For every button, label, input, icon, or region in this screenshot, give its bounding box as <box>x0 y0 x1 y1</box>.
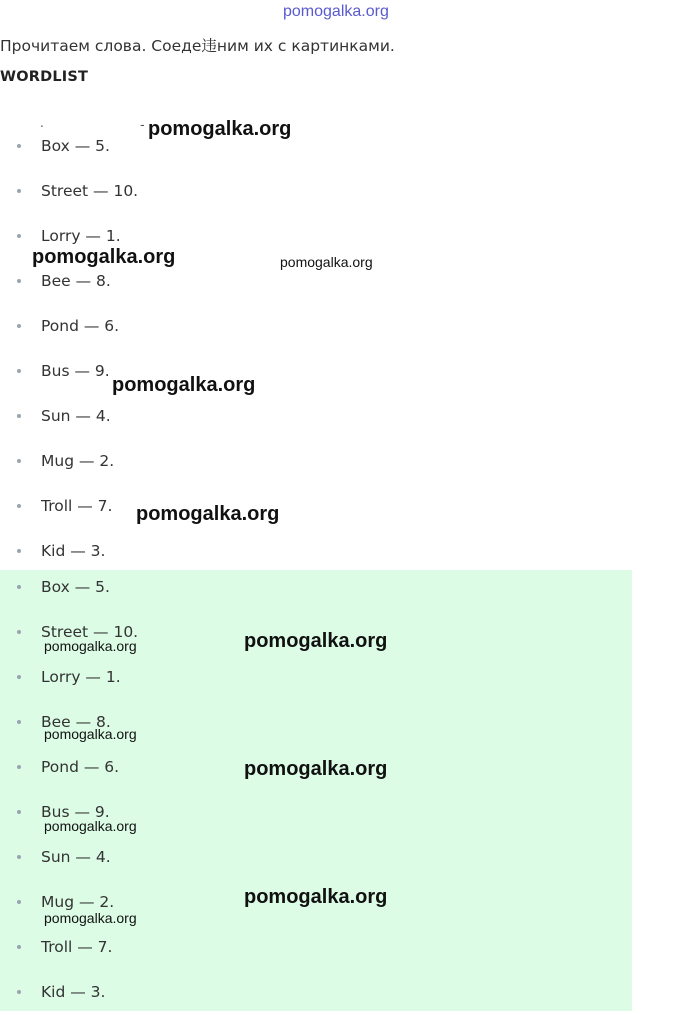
bullet-icon <box>17 504 21 508</box>
bullet-icon <box>17 279 21 283</box>
section-title: WORDLIST <box>0 69 89 85</box>
list-item: Pond — 6. <box>0 317 138 362</box>
list-item: Lorry — 1. <box>0 227 138 272</box>
list-item: Kid — 3. <box>0 983 138 1028</box>
watermark: pomogalka.org <box>112 374 256 396</box>
watermark: pomogalka.org <box>136 503 280 525</box>
list-item: Troll — 7. <box>0 938 138 983</box>
bullet-icon <box>17 234 21 238</box>
bullet-icon <box>17 945 21 949</box>
bullet-icon <box>17 585 21 589</box>
bullet-icon <box>17 144 21 148</box>
bullet-icon <box>17 765 21 769</box>
watermark: pomogalka.org <box>280 254 373 270</box>
list-item: Street — 10. <box>0 182 138 227</box>
site-link[interactable]: pomogalka.org <box>283 3 389 20</box>
list-item: Street — 10. <box>0 623 138 668</box>
bullet-icon <box>17 189 21 193</box>
watermark: pomogalka.org <box>44 818 137 834</box>
bullet-icon <box>17 810 21 814</box>
stray-dash: - <box>140 118 145 133</box>
list-item: Troll — 7. <box>0 497 138 542</box>
wordlist <box>0 137 138 587</box>
list-item: Mug — 2. <box>0 452 138 497</box>
list-item: Kid — 3. <box>0 542 138 587</box>
watermark: pomogalka.org <box>148 118 292 140</box>
watermark: pomogalka.org <box>244 630 388 652</box>
list-item: Bus — 9. <box>0 362 138 407</box>
stray-dot: . <box>40 116 44 130</box>
bullet-icon <box>17 855 21 859</box>
list-item: Bus — 9. <box>0 803 138 848</box>
list-item: Lorry — 1. <box>0 668 138 713</box>
instruction-text: Прочитаем слова. Соеде违ним их с картинками. <box>0 37 395 55</box>
list-item: Sun — 4. <box>0 848 138 893</box>
list-item: Bee — 8. <box>0 272 138 317</box>
bullet-icon <box>17 414 21 418</box>
bullet-icon <box>17 900 21 904</box>
list-item: Box — 5. <box>0 137 138 182</box>
bullet-icon <box>17 549 21 553</box>
bullet-icon <box>17 990 21 994</box>
bullet-icon <box>17 369 21 373</box>
list-item: Mug — 2. <box>0 893 138 938</box>
bullet-icon <box>17 630 21 634</box>
bullet-icon <box>17 675 21 679</box>
bullet-icon <box>17 720 21 724</box>
bullet-icon <box>17 459 21 463</box>
watermark: pomogalka.org <box>244 886 388 908</box>
list-item: Box — 5. <box>0 578 138 623</box>
bullet-icon <box>17 324 21 328</box>
watermark: pomogalka.org <box>244 758 388 780</box>
watermark: pomogalka.org <box>44 726 137 742</box>
list-item: Bee — 8. <box>0 713 138 758</box>
list-item: Sun — 4. <box>0 407 138 452</box>
watermark: pomogalka.org <box>44 638 137 654</box>
list-item: Pond — 6. <box>0 758 138 803</box>
watermark: pomogalka.org <box>32 246 176 268</box>
watermark: pomogalka.org <box>44 910 137 926</box>
